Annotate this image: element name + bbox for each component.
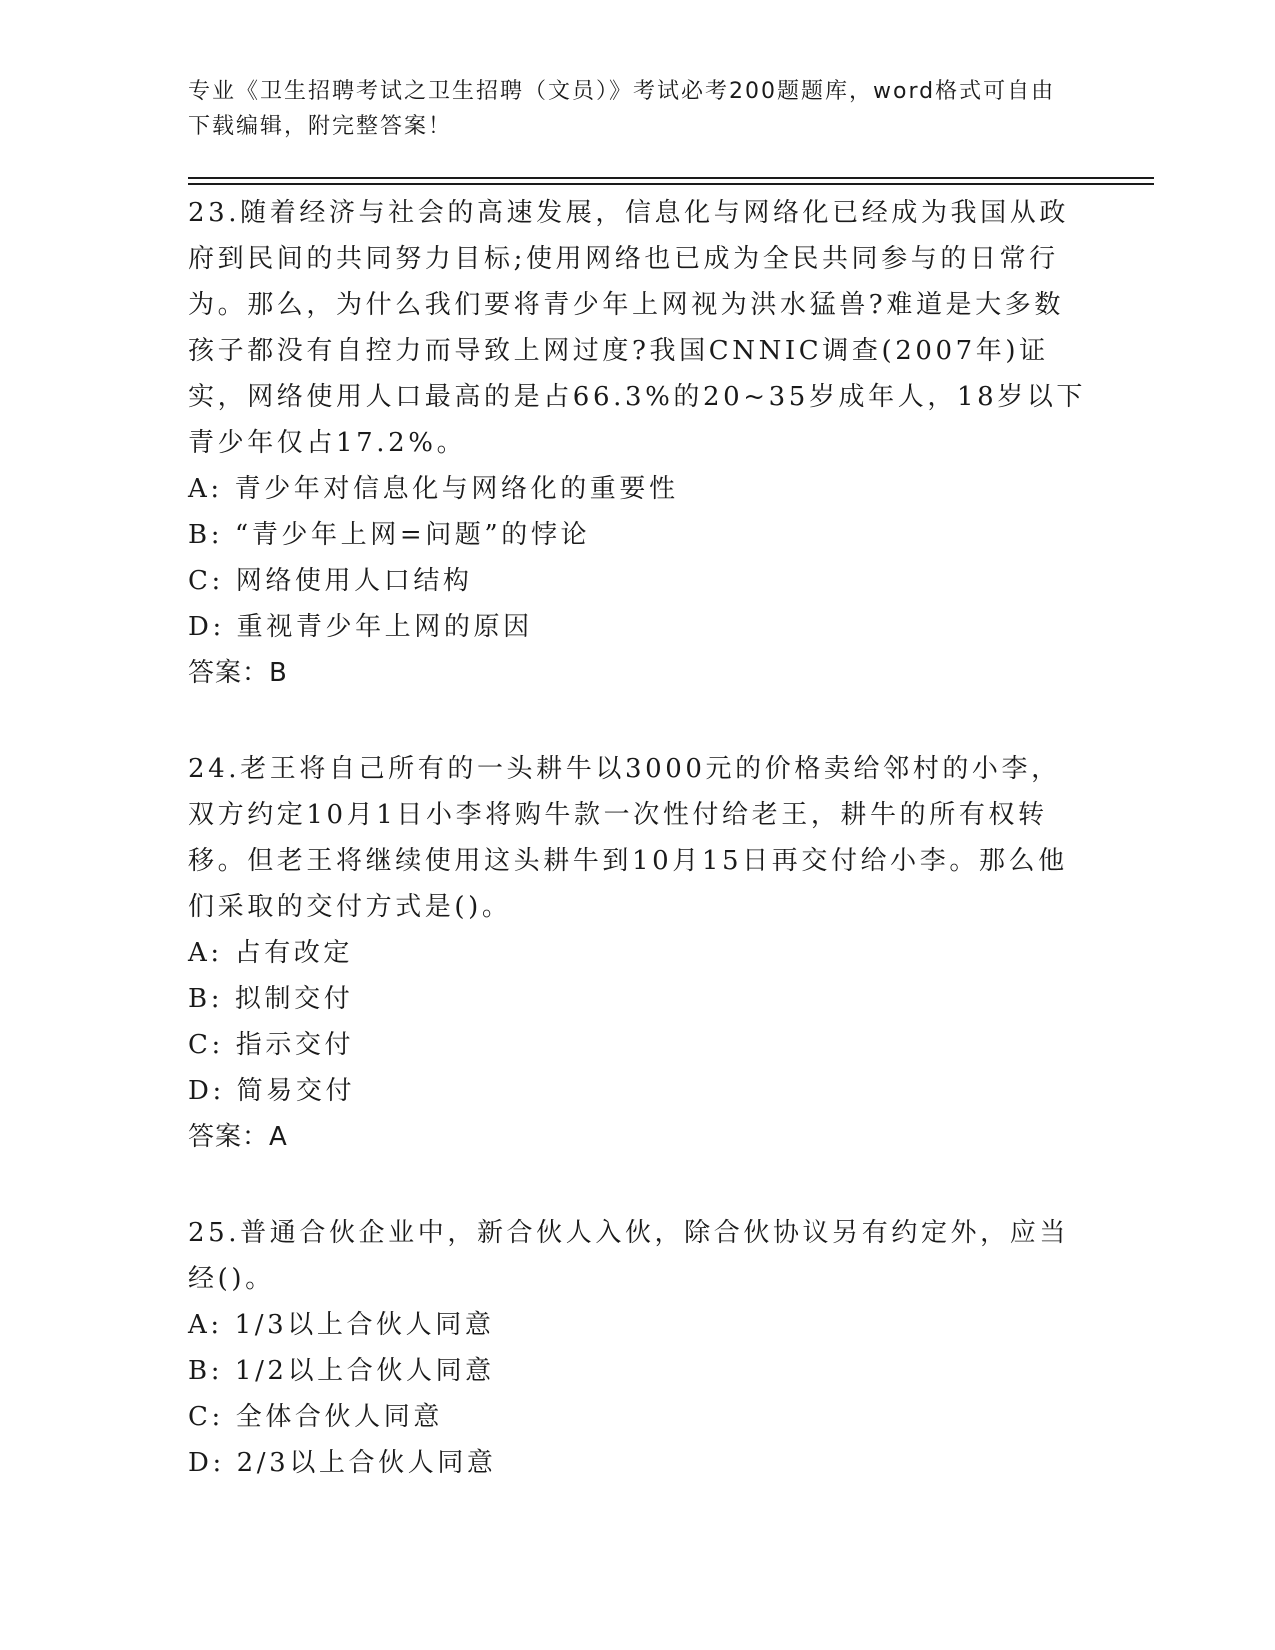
option-a: A: 占有改定 xyxy=(188,938,354,968)
header-rule-bottom xyxy=(188,183,1154,185)
question-spacer xyxy=(188,696,1088,746)
question-23 xyxy=(188,190,1088,696)
header-rule-top xyxy=(188,177,1154,179)
option-d: D: 重视青少年上网的原因 xyxy=(188,612,533,642)
question-text: 23.随着经济与社会的高速发展，信息化与网络化已经成为我国从政府到民间的共同努力目标;使用网络也已成为全民共同参与的日常行为。那么，为什么我们要将青少年上网视为洪水猛兽?难道是大多数孩子都没有自控力而导致上网过度?我国CNNIC调查(2007年)证实，网络使用人口最高的是占66.3%的20~35岁成年人，18岁以下青少年仅占17.2%。 xyxy=(188,198,1087,458)
question-25 xyxy=(188,1210,1088,1486)
question-spacer xyxy=(188,1160,1088,1210)
option-b: B: 1/2以上合伙人同意 xyxy=(188,1356,495,1386)
option-a: A: 青少年对信息化与网络化的重要性 xyxy=(188,474,679,504)
option-d: D: 2/3以上合伙人同意 xyxy=(188,1448,497,1478)
document-header: 专业《卫生招聘考试之卫生招聘（文员）》考试必考200题题库，word格式可自由下载编辑，附完整答案！ xyxy=(188,79,1056,139)
question-24 xyxy=(188,746,1088,1160)
questions-list xyxy=(188,190,1088,1486)
answer: 答案：B xyxy=(188,658,288,688)
option-c: C: 网络使用人口结构 xyxy=(188,566,473,596)
option-b: B: 拟制交付 xyxy=(188,984,354,1014)
option-c: C: 指示交付 xyxy=(188,1030,355,1060)
question-text: 24.老王将自己所有的一头耕牛以3000元的价格卖给邻村的小李，双方约定10月1日小李将购牛款一次性付给老王，耕牛的所有权转移。但老王将继续使用这头耕牛到10月15日再交付给小李。那么他们采取的交付方式是()。 xyxy=(188,754,1068,922)
question-text: 25.普通合伙企业中，新合伙人入伙，除合伙协议另有约定外，应当经()。 xyxy=(188,1218,1069,1294)
answer: 答案：A xyxy=(188,1122,288,1152)
option-b: B: “青少年上网=问题”的悖论 xyxy=(188,520,591,550)
option-d: D: 简易交付 xyxy=(188,1076,356,1106)
option-c: C: 全体合伙人同意 xyxy=(188,1402,443,1432)
option-a: A: 1/3以上合伙人同意 xyxy=(188,1310,495,1340)
